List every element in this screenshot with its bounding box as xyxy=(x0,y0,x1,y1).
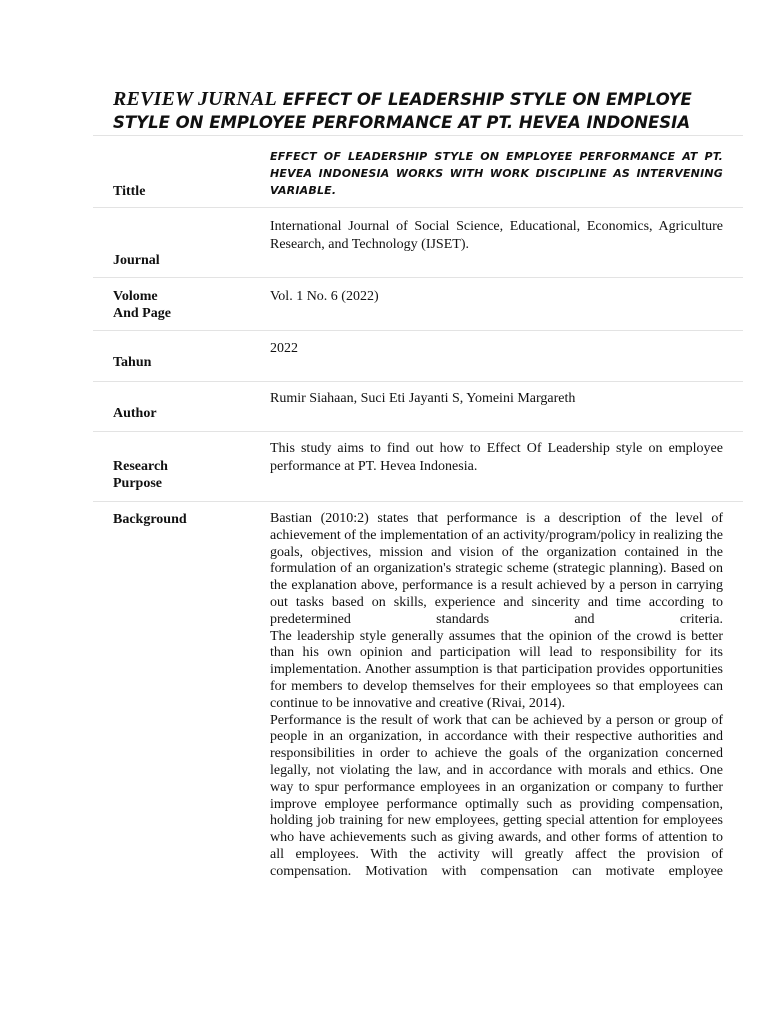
review-heading xyxy=(113,88,733,134)
volume-label-line1: Volome xyxy=(113,289,158,304)
title-label: Tittle xyxy=(113,184,146,199)
row-volume xyxy=(93,278,743,331)
row-year xyxy=(93,331,743,382)
review-heading-line2: STYLE ON EMPLOYEE PERFORMANCE AT PT. HEVEA INDONESIA xyxy=(113,113,691,132)
review-table xyxy=(93,135,743,881)
journal-label: Journal xyxy=(113,253,160,268)
author-value: Rumir Siahaan, Suci Eti Jayanti S, Yomeini Margareth xyxy=(270,391,576,406)
row-research-purpose xyxy=(93,432,743,502)
volume-label-line2: And Page xyxy=(113,306,171,321)
background-paragraph-1: Bastian (2010:2) states that performance is a description of the level of achievement of the implementation of an activity/program/policy in realizing the goals, objectives, mission and vision of the organization contained in the formulation of an organization's strategic scheme (strategic planning). Based on the explanation above, performance is a result achieved by a person in carrying out tasks based on skills, experience and sincerity and time according to predetermined standards and criteria. xyxy=(270,511,723,627)
purpose-label-line2: Purpose xyxy=(113,476,162,491)
purpose-label-line1: Research xyxy=(113,459,168,474)
row-journal xyxy=(93,208,743,278)
title-value: EFFECT OF LEADERSHIP STYLE ON EMPLOYEE PERFORMANCE AT PT. HEVEA INDONESIA WORKS WITH WORK DISCIPLINE AS INTERVENING VARIABLE. xyxy=(270,150,723,197)
author-label: Author xyxy=(113,406,157,421)
review-heading-lead: REVIEW JURNAL xyxy=(113,88,277,110)
row-title xyxy=(93,136,743,208)
background-paragraph-3: Performance is the result of work that can be achieved by a person or group of people in an organization, in accordance with their respective authorities and responsibilities in order to achieve the goals of the organization concerned legally, not violating the law, and in accordance with morals and ethics. One way to spur performance employees in an organization or company to further improve employee performance optimally such as providing compensation, holding job training for new employees, getting special attention for employees who have achievements such as giving awards, and other forms of attention to all employees. With the activity will greatly affect the provision of compensation. Motivation with compensation can motivate employee xyxy=(270,712,723,879)
journal-value: International Journal of Social Science, Educational, Economics, Agriculture Research, and Technology (IJSET). xyxy=(270,219,723,252)
background-paragraph-2: The leadership style generally assumes that the opinion of the crowd is better than his own opinion and participation will lead to responsibility for its implementation. Another assumption is that participation provides opportunities for members to develop themselves for their employees so that employees can continue to be innovative and creative (Rivai, 2014). xyxy=(270,628,723,711)
year-label: Tahun xyxy=(113,355,152,370)
row-author xyxy=(93,382,743,432)
background-value xyxy=(270,511,723,881)
volume-value: Vol. 1 No. 6 (2022) xyxy=(270,289,379,304)
year-value: 2022 xyxy=(270,341,298,356)
purpose-value: This study aims to find out how to Effect Of Leadership style on employee performance at PT. Hevea Indonesia. xyxy=(270,441,723,474)
row-background xyxy=(93,502,743,881)
review-heading-line1: EFFECT OF LEADERSHIP STYLE ON EMPLOYE xyxy=(282,90,692,109)
background-label: Background xyxy=(113,512,187,527)
